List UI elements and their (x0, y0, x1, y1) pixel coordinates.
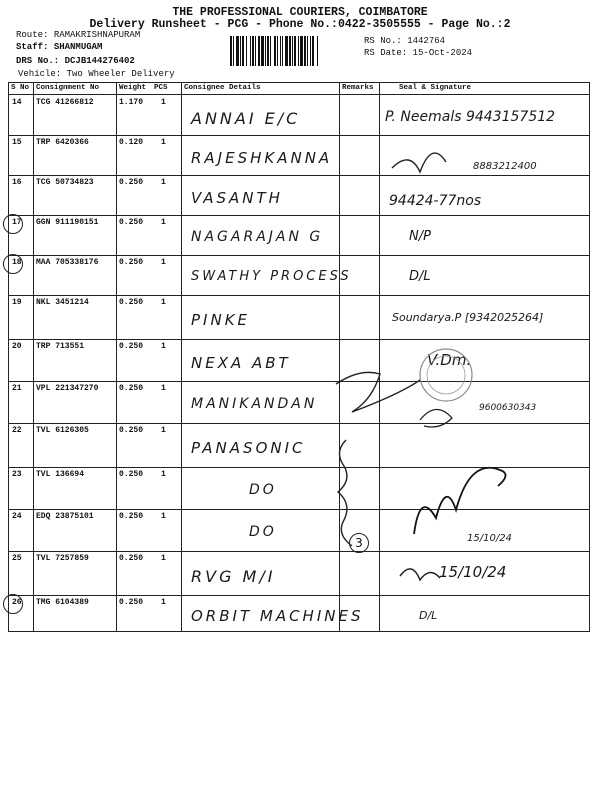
barcode-bar (289, 36, 291, 66)
col-consignment: Consignment No (36, 84, 100, 92)
barcode-bar (292, 36, 293, 66)
weight-cell: 0.250 (119, 258, 144, 267)
barcode-bar (250, 36, 251, 66)
table-row (9, 595, 589, 631)
barcode-bar (285, 36, 288, 66)
staff-value: SHANMUGAM (53, 42, 103, 52)
sno-cell: 22 (12, 426, 22, 435)
signature-cell: 9600630343 (479, 403, 537, 413)
col-sno: S No (11, 84, 30, 92)
consignment-cell: GGN 911190151 (36, 218, 99, 227)
signature-cell: P. Neemals 9443157512 (385, 109, 556, 125)
table-row (9, 295, 589, 339)
table-row (9, 509, 589, 551)
weight-cell: 0.250 (119, 426, 144, 435)
pcs-cell: 1 (161, 512, 166, 521)
drs-label: DRS No.: (16, 56, 60, 66)
sno-cell: 23 (12, 470, 22, 479)
sno-cell: 19 (12, 298, 22, 307)
bracket-count-mark: 3 (349, 533, 369, 553)
pcs-cell: 1 (161, 98, 166, 107)
consignment-cell: NKL 3451214 (36, 298, 89, 307)
consignee-cell: RAJESHKANNA (191, 149, 333, 167)
rs-no-value: 1442764 (407, 36, 446, 46)
consignee-cell: SWATHY PROCESS (191, 269, 352, 284)
vehicle-label: Vehicle: (18, 69, 62, 79)
barcode-bar (274, 36, 276, 66)
consignee-cell: DO (249, 482, 277, 498)
consignee-cell: DO (249, 524, 277, 540)
signature-cell: N/P (409, 229, 431, 244)
pcs-cell: 1 (161, 218, 166, 227)
circled-sno-mark (3, 594, 23, 614)
pcs-cell: 1 (161, 598, 166, 607)
barcode-bar (298, 36, 299, 66)
col-remarks: Remarks (342, 84, 374, 92)
sno-cell: 25 (12, 554, 22, 563)
company-title: THE PROFESSIONAL COURIERS, COIMBATORE (172, 6, 428, 19)
barcode-bar (304, 36, 306, 66)
sno-cell: 24 (12, 512, 22, 521)
drs-line (16, 56, 135, 66)
table-row (9, 423, 589, 467)
pcs-cell: 1 (161, 554, 166, 563)
pcs-cell: 1 (161, 426, 166, 435)
signature-cell: 8883212400 (473, 161, 537, 172)
vehicle-value: Two Wheeler Delivery (66, 69, 175, 79)
barcode-bar (267, 36, 269, 66)
barcode-bar (230, 36, 232, 66)
consignment-cell: TCG 50734823 (36, 178, 94, 187)
rs-date-line (364, 48, 472, 58)
weight-cell: 0.120 (119, 138, 144, 147)
table-row (9, 551, 589, 595)
table-row (9, 381, 589, 423)
weight-cell: 0.250 (119, 598, 144, 607)
sno-cell: 14 (12, 98, 22, 107)
barcode-bar (255, 36, 256, 66)
barcode-bar (280, 36, 281, 66)
consignment-cell: TRP 6420366 (36, 138, 89, 147)
rs-no-line (364, 36, 445, 46)
barcode-bar (233, 36, 234, 66)
consignee-cell: ORBIT MACHINES (191, 607, 364, 625)
runsheet-title: Delivery Runsheet - PCG - Phone No.:0422-3505555 - Page No.:2 (89, 18, 511, 31)
consignee-cell: NEXA ABT (191, 354, 291, 372)
route-value: RAMAKRISHNAPURAM (53, 30, 141, 40)
barcode-bar (236, 36, 239, 66)
weight-cell: 0.250 (119, 512, 144, 521)
barcode-bar (261, 36, 264, 66)
runsheet-table (8, 82, 590, 632)
signature-cell: D/L (409, 269, 431, 284)
signature-cell: 15/10/24 (467, 533, 512, 544)
table-row (9, 467, 589, 509)
sno-cell: 26 (12, 598, 22, 607)
weight-cell: 0.250 (119, 178, 144, 187)
col-signature: Seal & Signature (399, 84, 472, 92)
consignee-cell: VASANTH (191, 189, 283, 207)
barcode-bar (246, 36, 247, 66)
table-row (9, 339, 589, 381)
consignment-cell: TVL 7257859 (36, 554, 89, 563)
pcs-cell: 1 (161, 258, 166, 267)
circled-sno-mark (3, 254, 23, 274)
rs-date-label: RS Date: (364, 48, 408, 58)
route-line (16, 30, 140, 40)
sno-cell: 15 (12, 138, 22, 147)
consignment-cell: TCG 41266812 (36, 98, 94, 107)
weight-cell: 0.250 (119, 342, 144, 351)
weight-cell: 0.250 (119, 384, 144, 393)
table-row (9, 215, 589, 255)
consignee-cell: MANIKANDAN (191, 396, 318, 412)
sno-cell: 16 (12, 178, 22, 187)
barcode-bar (258, 36, 260, 66)
barcode-bar (277, 36, 278, 66)
vehicle-line (18, 69, 175, 79)
table-header (9, 83, 589, 95)
barcode-bar (300, 36, 303, 66)
barcode-bar (294, 36, 296, 66)
signature-cell: 15/10/24 (439, 563, 507, 581)
barcode-bar (240, 36, 241, 66)
pcs-cell: 1 (161, 298, 166, 307)
weight-cell: 0.250 (119, 470, 144, 479)
barcode-bar (242, 36, 244, 66)
signature-cell: Soundarya.P [9342025264] (392, 311, 544, 324)
consignment-cell: EDQ 23875101 (36, 512, 94, 521)
circled-sno-mark (3, 214, 23, 234)
weight-cell: 0.250 (119, 554, 144, 563)
weight-cell: 1.170 (119, 98, 144, 107)
sno-cell: 17 (12, 218, 22, 227)
barcode-bar (252, 36, 254, 66)
weight-cell: 0.250 (119, 218, 144, 227)
table-row (9, 135, 589, 175)
rs-date-value: 15-Oct-2024 (412, 48, 473, 58)
sno-cell: 21 (12, 384, 22, 393)
consignee-cell: ANNAI E/C (191, 109, 301, 128)
staff-label: Staff: (16, 42, 49, 52)
barcode-bar (270, 36, 271, 66)
pcs-cell: 1 (161, 178, 166, 187)
rs-no-label: RS No.: (364, 36, 402, 46)
consignee-cell: NAGARAJAN G (191, 229, 324, 245)
table-row (9, 175, 589, 215)
table-row (9, 255, 589, 295)
pcs-cell: 1 (161, 470, 166, 479)
signature-cell: D/L (419, 609, 438, 622)
barcode-bar (265, 36, 266, 66)
col-weight: Weight (119, 84, 147, 92)
weight-cell: 0.250 (119, 298, 144, 307)
barcode-bar (310, 36, 311, 66)
consignee-cell: PINKE (191, 311, 251, 329)
barcode-bar (307, 36, 308, 66)
signature-cell: V.Dm. (427, 351, 472, 369)
col-pcs: PCS (154, 84, 168, 92)
barcode-bar (317, 36, 318, 66)
staff-line (16, 42, 102, 52)
barcode-bar (282, 36, 283, 66)
drs-value: DCJB144276402 (64, 56, 135, 66)
consignment-cell: TVL 136694 (36, 470, 85, 479)
pcs-cell: 1 (161, 138, 166, 147)
sno-cell: 20 (12, 342, 22, 351)
sno-cell: 18 (12, 258, 22, 267)
consignment-cell: TVL 6126305 (36, 426, 89, 435)
col-consignee: Consignee Details (184, 84, 261, 92)
consignment-cell: MAA 705338176 (36, 258, 99, 267)
route-label: Route: (16, 30, 49, 40)
table-row (9, 95, 589, 135)
signature-cell: 94424-77nos (389, 193, 482, 209)
pcs-cell: 1 (161, 384, 166, 393)
barcode-bar (312, 36, 314, 66)
consignment-cell: TRP 713551 (36, 342, 85, 351)
consignee-cell: PANASONIC (191, 439, 306, 457)
consignment-cell: VPL 221347270 (36, 384, 99, 393)
barcode (230, 36, 354, 66)
pcs-cell: 1 (161, 342, 166, 351)
consignment-cell: TMG 6104389 (36, 598, 89, 607)
consignee-cell: RVG M/I (191, 567, 276, 586)
